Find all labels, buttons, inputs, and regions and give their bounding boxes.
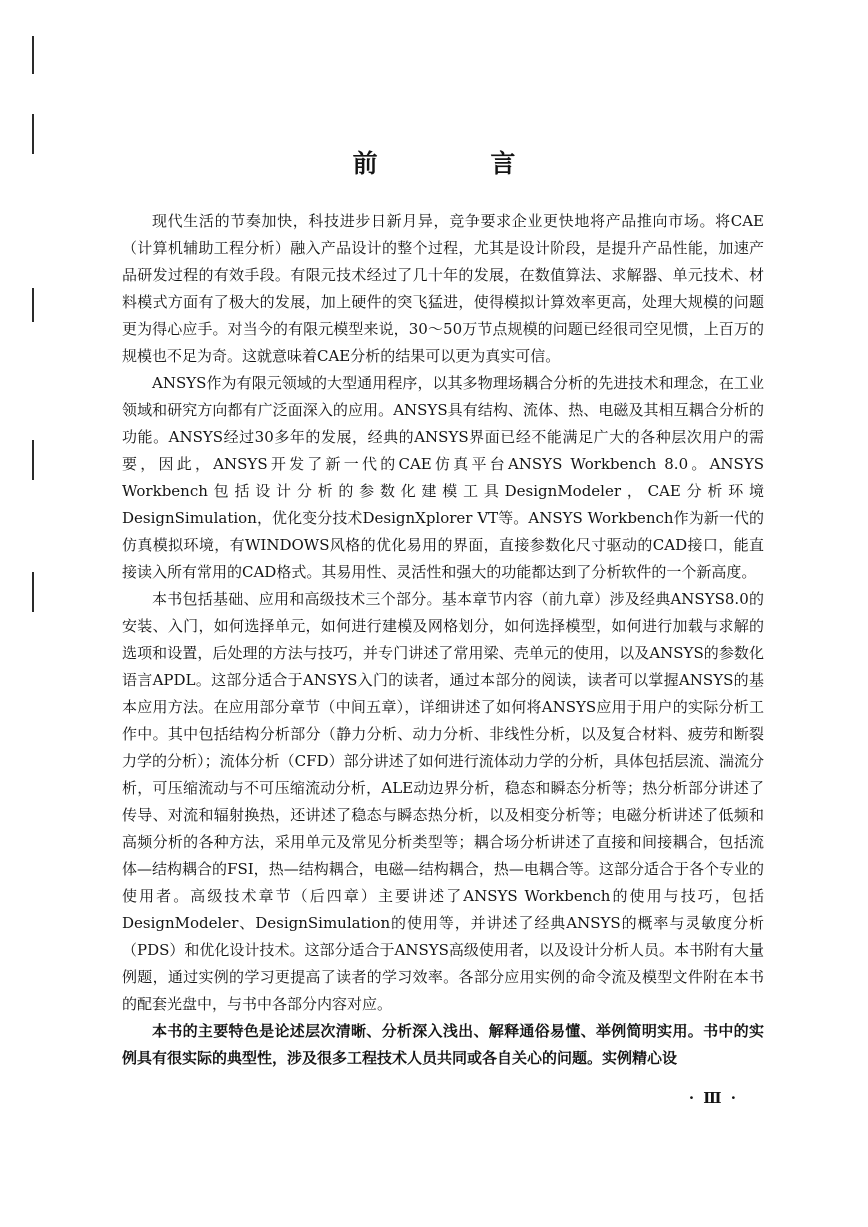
scan-edge-mark	[32, 288, 34, 322]
scan-edge-mark	[32, 440, 34, 480]
page-title: 前 言	[352, 149, 568, 178]
paragraph: ANSYS作为有限元领域的大型通用程序，以其多物理场耦合分析的先进技术和理念，在工业领域和研究方向都有广泛面深入的应用。ANSYS具有结构、流体、热、电磁及其相互耦合分析的功能。ANSYS经过30多年的发展，经典的ANSYS界面已经不能满足广大的各种层次用户的需要，因此，ANSYS开发了新一代的CAE仿真平台ANSYS Workbench 8.0。ANSYS Workbench包括设计分析的参数化建模工具DesignModeler，CAE分析环境DesignSimulation，优化变分技术DesignXplorer VT等。ANSYS Workbench作为新一代的仿真模拟环境，有WINDOWS风格的优化易用的界面，直接参数化尺寸驱动的CAD接口，能直接读入所有常用的CAD格式。其易用性、灵活性和强大的功能都达到了分析软件的一个新高度。	[122, 374, 764, 581]
page-number: · Ⅲ ·	[688, 1089, 738, 1107]
paragraph: 本书包括基础、应用和高级技术三个部分。基本章节内容（前九章）涉及经典ANSYS8.0的安装、入门，如何选择单元，如何进行建模及网格划分，如何选择模型，如何进行加载与求解的选项和设置，后处理的方法与技巧，并专门讲述了常用梁、壳单元的使用，以及ANSYS的参数化语言APDL。这部分适合于ANSYS入门的读者，通过本部分的阅读，读者可以掌握ANSYS的基本应用方法。在应用部分章节（中间五章），详细讲述了如何将ANSYS应用于用户的实际分析工作中。其中包括结构分析部分（静力分析、动力分析、非线性分析，以及复合材料、疲劳和断裂力学的分析）；流体分析（CFD）部分讲述了如何进行流体动力学的分析，具体包括层流、湍流分析，可压缩流动与不可压缩流动分析，ALE动边界分析，稳态和瞬态分析等；热分析部分讲述了传导、对流和辐射换热，还讲述了稳态与瞬态热分析，以及相变分析等；电磁分析讲述了低频和高频分析的各种方法，采用单元及常见分析类型等；耦合场分析讲述了直接和间接耦合，包括流体—结构耦合的FSI，热—结构耦合，电磁—结构耦合，热—电耦合等。这部分适合于各个专业的使用者。高级技术章节（后四章）主要讲述了ANSYS Workbench的使用与技巧，包括DesignModeler、DesignSimulation的使用等，并讲述了经典ANSYS的概率与灵敏度分析（PDS）和优化设计技术。这部分适合于ANSYS高级使用者，以及设计分析人员。本书附有大量例题，通过实例的学习更提高了读者的学习效率。各部分应用实例的命令流及模型文件附在本书的配套光盘中，与书中各部分内容对应。	[122, 590, 764, 1013]
scan-edge-mark	[32, 36, 34, 74]
body-text	[122, 208, 764, 1072]
scan-edge-mark	[32, 572, 34, 612]
paragraph: 现代生活的节奏加快，科技进步日新月异，竞争要求企业更快地将产品推向市场。将CAE（计算机辅助工程分析）融入产品设计的整个过程，尤其是设计阶段，是提升产品性能，加速产品研发过程的有效手段。有限元技术经过了几十年的发展，在数值算法、求解器、单元技术、材料模式方面有了极大的发展，加上硬件的突飞猛进，使得模拟计算效率更高，处理大规模的问题更为得心应手。对当今的有限元模型来说，30～50万节点规模的问题已经很司空见惯，上百万的规模也不足为奇。这就意味着CAE分析的结果可以更为真实可信。	[122, 212, 764, 365]
paragraph: 本书的主要特色是论述层次清晰、分析深入浅出、解释通俗易懂、举例简明实用。书中的实例具有很实际的典型性，涉及很多工程技术人员共同或各自关心的问题。实例精心设	[122, 1022, 764, 1067]
